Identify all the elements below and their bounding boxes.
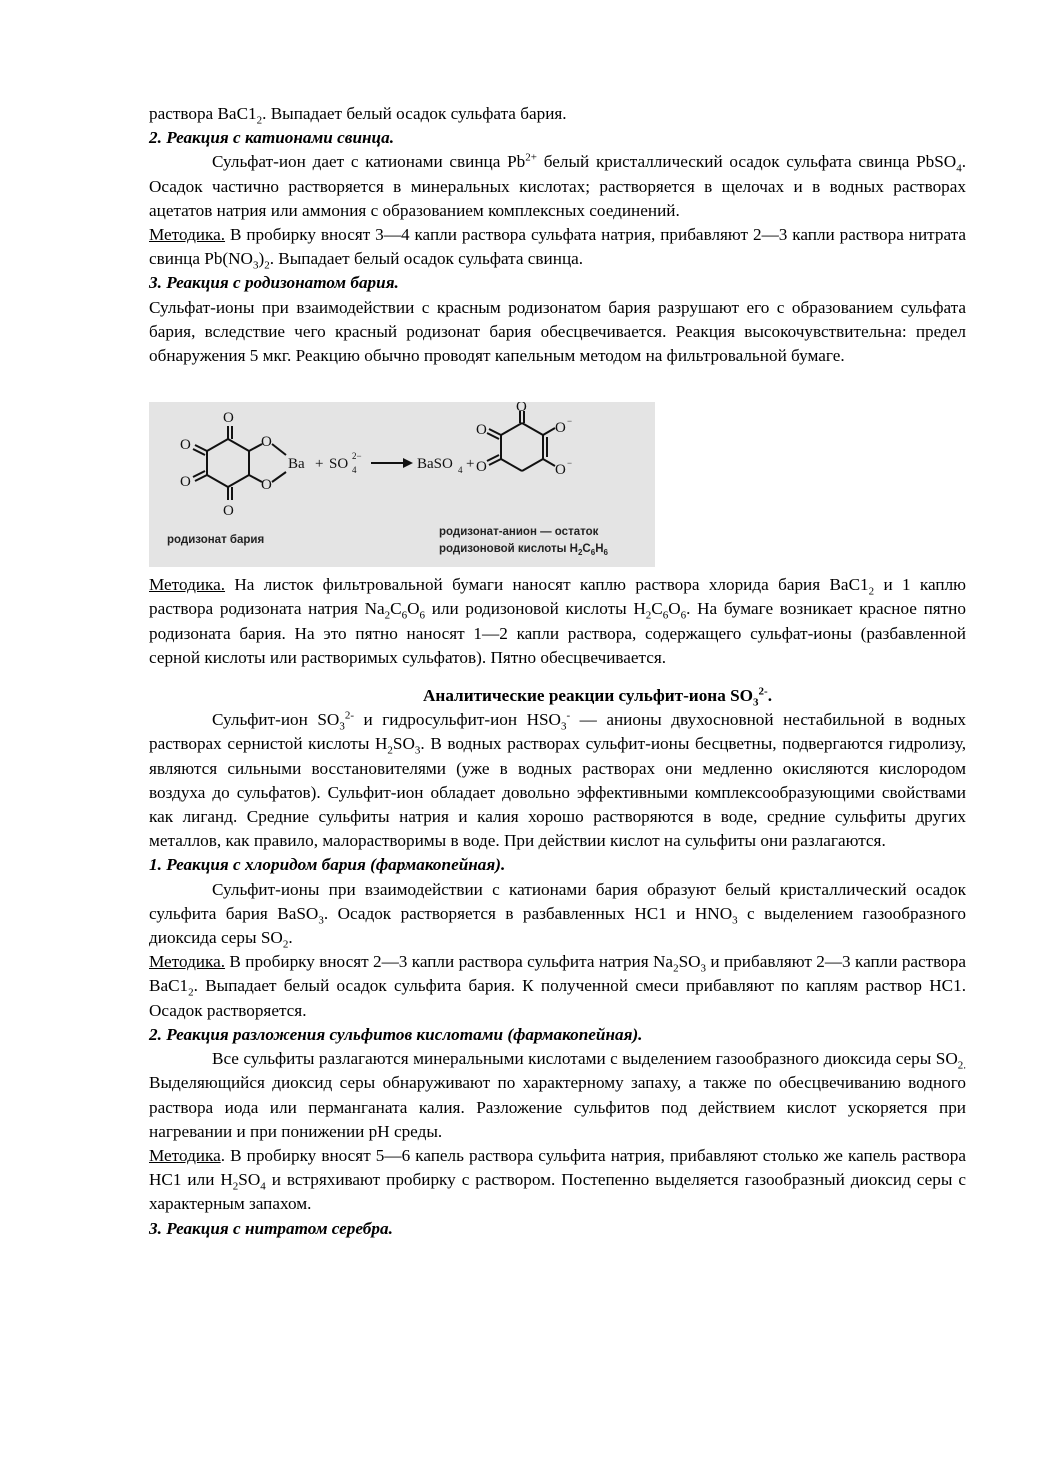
text: и гидросульфит-ион HSO bbox=[354, 710, 561, 730]
atom-label: O bbox=[223, 410, 234, 427]
paragraph-method-rhodizonate bbox=[149, 573, 966, 670]
paragraph-baso4-result bbox=[149, 102, 966, 126]
formula-text: SO bbox=[329, 456, 349, 473]
subscript: 2 bbox=[387, 744, 393, 757]
subscript: 2 bbox=[673, 962, 679, 975]
heading-silver-nitrate-reaction: 3. Реакция с нитратом серебра. bbox=[149, 1218, 393, 1238]
figure-caption-right-2: родизоновой кислоты $H_2C_6H_6$ bbox=[439, 543, 608, 558]
subscript: 2 bbox=[232, 1180, 239, 1193]
paragraph-lead-sulfate bbox=[149, 150, 966, 223]
superscript: 2+ bbox=[525, 151, 537, 164]
text: — анионы двухосновной нестабильной в водных растворах сернистой кислоты H bbox=[149, 710, 967, 754]
text: с выделением газообразного диоксида серы SO bbox=[149, 903, 966, 948]
text: . Осадок частично растворяется в минеральных кислотах; растворяется в щелочах и в водных растворах ацетатов натрия или аммония с образованием комплексных соединений. bbox=[149, 152, 967, 220]
superscript: 2- bbox=[758, 685, 768, 698]
reaction-scheme-figure bbox=[149, 402, 655, 567]
text: . Выпадает белый осадок сульфита бария. К полученной смеси прибавляют по каплям раствор HC1. Осадок растворяется. bbox=[149, 976, 966, 1020]
heading-barium-chloride-reaction: 1. Реакция с хлоридом бария (фармакопейная). bbox=[149, 855, 506, 875]
subscript: 3 bbox=[318, 914, 324, 927]
subscript: 2. bbox=[957, 1059, 966, 1072]
subscript: 3 bbox=[753, 696, 759, 709]
text: . На бумаге возникает красное пятно родизоната бария. На это пятно наносят 1—2 капли раствора, содержащего сульфат-ионы (разбавленной серной кислоты или растворимых сульфатов). Пятно обесцвечивается. bbox=[149, 599, 966, 667]
subscript: 3 bbox=[700, 962, 707, 975]
superscript: - bbox=[566, 709, 571, 722]
subscript: 2 bbox=[188, 986, 194, 999]
heading-rhodizonate-reaction: 3. Реакция с родизонатом бария. bbox=[149, 273, 399, 293]
paragraph-barium-sulfite bbox=[149, 878, 966, 951]
spacer bbox=[149, 368, 966, 392]
superscript: 2- bbox=[344, 709, 355, 722]
text: В пробирку вносят 2—3 капли раствора сульфита натрия Na bbox=[225, 952, 674, 972]
plus-sign: + bbox=[315, 456, 324, 473]
subscript: 4 bbox=[956, 162, 962, 175]
subscript: 4 bbox=[352, 465, 357, 476]
atom-label: O bbox=[555, 420, 566, 437]
formula-text: BaSO bbox=[417, 456, 453, 473]
text: ) bbox=[258, 249, 265, 269]
reaction-scheme-svg bbox=[149, 402, 655, 567]
method-label: Методика. bbox=[149, 575, 226, 595]
text: и 1 каплю раствора родизоната натрия Na bbox=[149, 575, 966, 619]
subscript: 2 bbox=[384, 609, 391, 622]
text: O bbox=[407, 599, 420, 619]
subscript: 4 bbox=[458, 465, 463, 476]
subscript: 6 bbox=[662, 609, 669, 622]
document-page bbox=[149, 102, 966, 1241]
text: Выделяющийся диоксид серы обнаруживают по характерному запаху, а также по обесцвечиванию водного раствора иода или перманганата калия. Разложение сульфитов под действием кислот ускоряется при нагревании и при понижении pH среды. bbox=[149, 1073, 966, 1141]
reaction-arrow bbox=[371, 458, 413, 468]
subscript: 2 bbox=[645, 609, 652, 622]
subscript: 6 bbox=[419, 609, 426, 622]
text: C bbox=[651, 599, 663, 619]
method-label: Методика. bbox=[149, 225, 226, 245]
paragraph-sulfite-intro bbox=[149, 708, 966, 853]
atom-label: O bbox=[180, 474, 191, 491]
text: C bbox=[390, 599, 402, 619]
atom-label: O bbox=[261, 434, 272, 451]
paragraph-rhodizonate: Сульфат-ионы при взаимодействии с красным родизонатом бария разрушают его с образованием сульфата бария, вследствие чего красный родизонат бария обесцвечивается. Реакция высокочувствительна: предел обнаружения 5 мкг. Реакцию обычно проводят капельным методом на фильтровальной бумаге. bbox=[149, 297, 966, 366]
subscript: 6 bbox=[401, 609, 408, 622]
atom-label: Ba bbox=[288, 456, 305, 473]
text: Сульфит-ионы при взаимодействии с катионами бария образуют белый кристаллический осадок сульфита бария BaSO bbox=[149, 879, 966, 923]
atom-label: O bbox=[180, 437, 191, 454]
subscript: 2 bbox=[282, 938, 289, 951]
atom-label: O bbox=[555, 462, 566, 479]
text: . В пробирку вносят 5—6 капель раствора сульфита натрия, прибавляют столько же капель раствора HC1 или H bbox=[149, 1145, 966, 1190]
atom-label: O bbox=[476, 459, 487, 476]
subscript: 2 bbox=[256, 114, 263, 127]
text: . В водных растворах сульфит-ионы бесцветны, подвергаются гидролизу, являются сильными восстановителями (уже в водных растворах они медленно окисляются кислородом воздуха до сульфатов). Сульфит-ион обладает довольно эффективными комплексообразующими свойствами как лиганд. Средние сульфиты натрия и калия хорошо растворяются в воде, средние сульфиты других металлов, как правило, малорастворимы в воде. При действии кислот на сульфиты они разлагаются. bbox=[149, 734, 966, 851]
text: SO bbox=[392, 734, 415, 754]
figure-caption-right-1: родизонат-анион — остаток bbox=[439, 526, 599, 539]
paragraph-method-acid-decomposition bbox=[149, 1144, 966, 1217]
barium-rhodizonate-structure bbox=[193, 426, 286, 500]
superscript: 2− bbox=[352, 451, 362, 462]
subscript: 3 bbox=[732, 914, 738, 927]
text: Сульфит-ион SO bbox=[212, 710, 340, 730]
text: SO bbox=[238, 1170, 261, 1190]
text: белый кристаллический осадок сульфата свинца PbSO bbox=[537, 152, 957, 172]
subscript: 4 bbox=[260, 1180, 266, 1193]
text: . bbox=[767, 686, 772, 706]
text: O bbox=[668, 599, 681, 619]
text: . bbox=[288, 928, 293, 948]
heading-acid-decomposition: 2. Реакция разложения сульфитов кислотами (фармакопейная). bbox=[149, 1024, 643, 1044]
subscript: 6 bbox=[680, 609, 687, 622]
subscript: 3 bbox=[252, 259, 259, 272]
text: и встряхивают пробирку с раствором. Постепенно выделяется газообразный диоксид серы с характерным запахом. bbox=[149, 1170, 966, 1214]
text: . Осадок растворяется в разбавленных HC1 и HNO bbox=[323, 903, 733, 923]
text: Аналитические реакции сульфит-иона SO bbox=[423, 686, 754, 706]
text: SO bbox=[678, 952, 701, 972]
subscript: 2 bbox=[868, 585, 875, 598]
atom-label: O bbox=[223, 503, 234, 520]
method-label: Методика. bbox=[149, 952, 226, 972]
text: Все сульфиты разлагаются минеральными кислотами с выделением газообразного диоксида серы SO bbox=[212, 1049, 958, 1069]
rhodizonate-anion-structure bbox=[487, 411, 555, 471]
subscript: 3 bbox=[414, 744, 421, 757]
paragraph-method-barium-sulfite bbox=[149, 950, 966, 1023]
method-label: Методика bbox=[149, 1145, 221, 1165]
paragraph-method-lead bbox=[149, 223, 966, 271]
atom-label: O bbox=[516, 402, 527, 416]
section-heading-sulfite bbox=[149, 684, 966, 708]
text: . Выпадает белый осадок сульфата свинца. bbox=[269, 249, 584, 269]
text: или родизоновой кислоты H bbox=[425, 599, 646, 619]
atom-label: O bbox=[476, 422, 487, 439]
charge: − bbox=[567, 458, 573, 469]
text: В пробирку вносят 3—4 капли раствора сульфата натрия, прибавляют 2—3 капли раствора нитрата свинца Pb(NO bbox=[149, 225, 966, 269]
paragraph-acid-decomposition bbox=[149, 1047, 966, 1144]
subscript: 2 bbox=[264, 259, 270, 272]
text: Сульфат-ион дает с катионами свинца Pb bbox=[212, 152, 526, 172]
text: раствора BaC1 bbox=[149, 104, 257, 123]
text: и прибавляют 2—3 капли раствора BaC1 bbox=[149, 952, 966, 996]
atom-label: O bbox=[261, 477, 272, 494]
subscript: 3 bbox=[339, 720, 345, 733]
text: . Выпадает белый осадок сульфата бария. bbox=[262, 104, 567, 123]
figure-caption-left: родизонат бария bbox=[167, 534, 265, 547]
subscript: 3 bbox=[560, 720, 567, 733]
heading-lead-reaction: 2. Реакция с катионами свинца. bbox=[149, 128, 394, 148]
plus-sign: + bbox=[466, 456, 475, 473]
charge: − bbox=[567, 416, 573, 427]
text: На листок фильтровальной бумаги наносят каплю раствора хлорида бария BaC1 bbox=[225, 575, 869, 595]
